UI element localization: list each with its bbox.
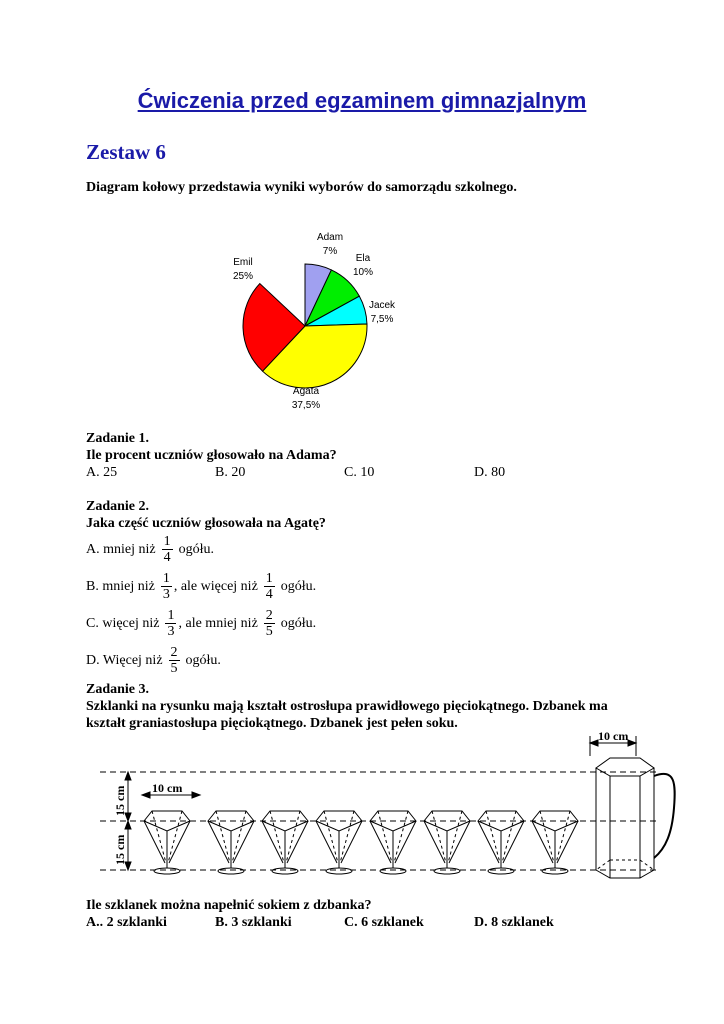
task3-answer-c: C. 6 szklanek	[344, 915, 424, 930]
arrow-head	[590, 740, 598, 746]
task1-answer-a: A. 25	[86, 465, 118, 480]
page-title: Ćwiczenia przed egzaminem gimnazjalnym	[137, 88, 587, 113]
fraction-denominator: 5	[265, 624, 273, 639]
fraction-denominator: 3	[167, 624, 175, 639]
arrow-head	[192, 792, 200, 798]
jug-top	[596, 758, 654, 776]
pie-label-emil-name: Emil	[233, 257, 253, 268]
task2-a-post: ogółu.	[178, 541, 214, 557]
task3-line1: Szklanki na rysunku mają kształt ostrosłupa prawidłowego pięciokątnego. Dzbanek ma	[86, 699, 608, 714]
fraction	[264, 608, 275, 639]
pie-label-jacek-value: 7,5%	[370, 314, 394, 325]
fraction-numerator: 1	[162, 571, 170, 586]
task3-line2: kształt graniastosłupa pięciokątnego. Dzbanek jest pełen soku.	[86, 716, 458, 731]
fraction-numerator: 1	[265, 571, 273, 586]
glass	[478, 811, 524, 874]
task1-answer-b: B. 20	[215, 465, 246, 480]
glass	[370, 811, 416, 874]
task2-d-post: ogółu.	[185, 652, 221, 668]
arrow-head	[125, 821, 131, 829]
task2-b-post: ogółu.	[280, 578, 317, 594]
jug	[596, 758, 675, 878]
task2-a-pre: A. mniej niż	[86, 541, 156, 557]
task2-question: Jaka część uczniów głosowała na Agatę?	[86, 516, 326, 531]
fraction	[161, 571, 172, 602]
task3-answer-b: B. 3 szklanki	[215, 915, 292, 930]
task2-answer-a	[86, 534, 214, 565]
height-label-upper: 15 cm	[113, 785, 127, 816]
glass	[424, 811, 470, 874]
task2-answer-c	[86, 608, 316, 639]
glass	[262, 811, 308, 874]
glass	[144, 811, 190, 874]
task1-answer-c: C. 10	[344, 465, 375, 480]
arrow-head	[628, 740, 636, 746]
fraction-numerator: 1	[167, 608, 175, 623]
pie-label-emil	[213, 256, 273, 284]
height-label-lower: 15 cm	[113, 834, 127, 865]
glasses-jug-figure	[100, 728, 682, 890]
fraction-denominator: 4	[163, 550, 171, 565]
pie-label-ela-value: 10%	[352, 267, 373, 278]
task1-heading: Zadanie 1.	[86, 431, 150, 446]
task2-d-pre: D. Więcej niż	[86, 652, 163, 668]
glass-dimension-label: 10 cm	[152, 781, 183, 795]
task2-answer-d	[86, 645, 221, 676]
pie-label-ela	[333, 252, 393, 280]
pie-label-jacek-name: Jacek	[368, 300, 396, 311]
task3-answer-d: D. 8 szklanek	[474, 915, 554, 930]
glass	[532, 811, 578, 874]
intro-text: Diagram kołowy przedstawia wyniki wyborów do samorządu szkolnego.	[86, 180, 517, 195]
jug-handle	[654, 774, 675, 858]
task2-c-pre: C. więcej niż	[86, 615, 160, 631]
fraction	[264, 571, 275, 602]
fraction-denominator: 5	[170, 661, 178, 676]
task3-heading: Zadanie 3.	[86, 682, 150, 697]
pie-label-agata-value: 37,5%	[291, 400, 321, 411]
pie-label-ela-name: Ela	[355, 253, 371, 264]
fraction	[165, 608, 176, 639]
pie-label-emil-value: 25%	[232, 271, 253, 282]
pie-label-agata	[276, 385, 336, 413]
task3-question: Ile szklanek można napełnić sokiem z dzbanka?	[86, 898, 372, 913]
set-title: Zestaw 6	[86, 140, 166, 164]
fraction	[169, 645, 180, 676]
fraction	[162, 534, 173, 565]
arrow-head	[125, 772, 131, 780]
glass	[208, 811, 254, 874]
task2-b-pre: B. mniej niż	[86, 578, 155, 594]
fraction-denominator: 3	[162, 587, 170, 602]
task2-c-mid: , ale mniej niż	[178, 615, 258, 631]
task2-answer-b	[86, 571, 316, 602]
glass	[316, 811, 362, 874]
pie-label-adam-value: 7%	[322, 246, 338, 257]
task1-answer-d: D. 80	[474, 465, 506, 480]
fraction-numerator: 2	[170, 645, 178, 660]
pie-label-adam-name: Adam	[316, 232, 344, 243]
task3-answer-a: A.. 2 szklanki	[86, 915, 167, 930]
fraction-numerator: 1	[163, 534, 171, 549]
task2-heading: Zadanie 2.	[86, 499, 150, 514]
fraction-denominator: 4	[265, 587, 273, 602]
pie-label-jacek	[352, 299, 412, 327]
task2-c-post: ogółu.	[280, 615, 317, 631]
fraction-numerator: 2	[265, 608, 273, 623]
jug-dimension-label: 10 cm	[598, 729, 629, 743]
task1-question: Ile procent uczniów głosowało na Adama?	[86, 448, 337, 463]
task2-b-mid: , ale więcej niż	[173, 578, 258, 594]
arrow-head	[142, 792, 150, 798]
pie-label-agata-name: Agata	[292, 386, 320, 397]
